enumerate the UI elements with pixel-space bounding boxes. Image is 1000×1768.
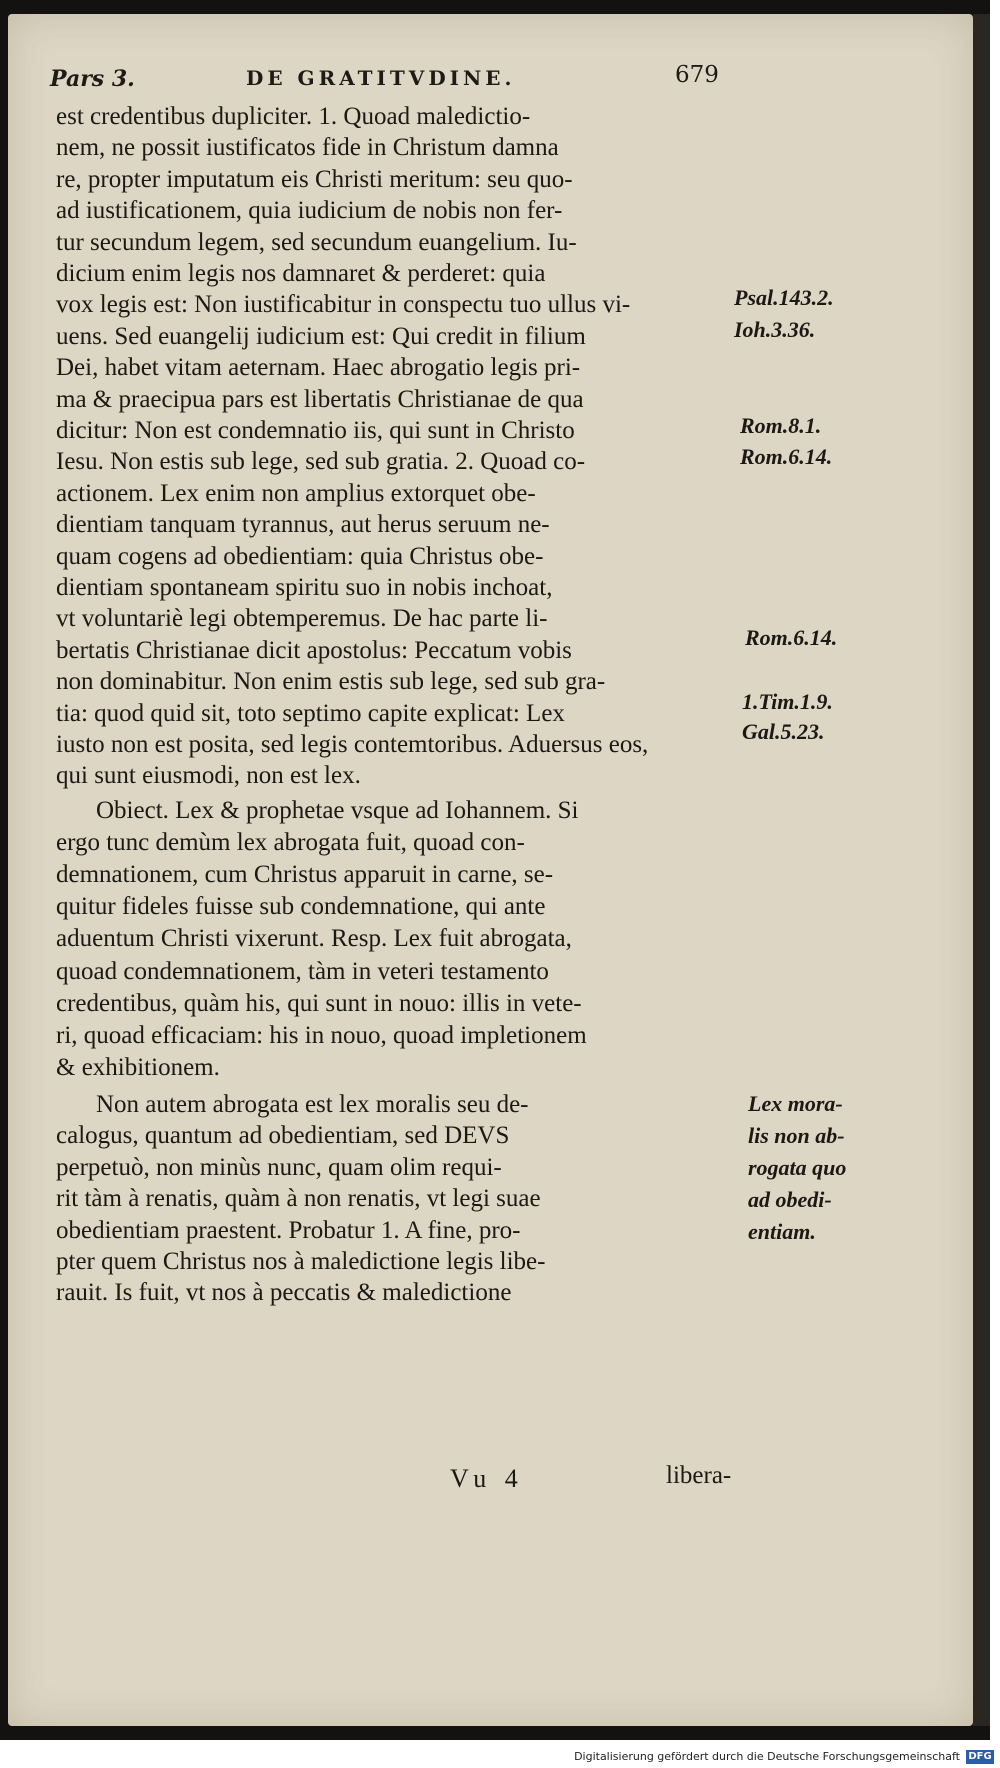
text-line: obedientiam praestent. Probatur 1. A fine, pro- [56, 1216, 521, 1244]
text-line: vox legis est: Non iustificabitur in conspectu tuo ullus vi- [56, 291, 631, 319]
book-edge [973, 14, 990, 1726]
margin-note: Lex mora- [748, 1091, 843, 1116]
signature-mark: Vu 4 [450, 1464, 524, 1493]
margin-note: Rom.6.14. [745, 625, 838, 650]
running-header [50, 62, 770, 92]
text-line: non dominabitur. Non enim estis sub lege, sed sub gra- [56, 668, 606, 696]
text-line: dientiam spontaneam spiritu suo in nobis inchoat, [56, 574, 553, 601]
text-line: ri, quoad efficaciam: his in nouo, quoad impletionem [56, 1021, 587, 1049]
dfg-logo: DFG [966, 1750, 994, 1764]
margin-note: entiam. [748, 1219, 816, 1244]
text-line: Obiect. Lex & prophetae vsque ad Iohannem. Si [96, 797, 579, 824]
text-line: ergo tunc demùm lex abrogata fuit, quoad con- [56, 829, 525, 857]
running-title: DE GRATITVDINE. [246, 66, 516, 90]
text-line: re, propter imputatum eis Christi meritum: seu quo- [56, 165, 573, 193]
text-line: tur secundum legem, sed secundum euangelium. Iu- [56, 228, 577, 256]
text-line: ad iustificationem, quia iudicium de nobis non fer- [56, 197, 563, 225]
text-line: & exhibitionem. [56, 1053, 220, 1081]
text-line: rauit. Is fuit, vt nos à peccatis & maledictione [56, 1279, 512, 1307]
margin-note: lis non ab- [748, 1123, 845, 1148]
margin-note: Ioh.3.36. [734, 317, 816, 342]
text-line: bertatis Christianae dicit apostolus: Peccatum vobis [56, 636, 572, 664]
page-number: 679 [675, 62, 719, 88]
text-line: vt voluntariè legi obtemperemus. De hac parte li- [56, 605, 548, 633]
text-line: perpetuò, non minùs nunc, quam olim requi- [56, 1153, 502, 1181]
text-line: calogus, quantum ad obedientiam, sed DEVS [56, 1122, 510, 1150]
text-line: ma & praecipua pars est libertatis Christianae de qua [56, 385, 584, 413]
text-line: aduentum Christi vixerunt. Resp. Lex fuit abrogata, [56, 925, 572, 953]
credit-text: Digitalisierung gefördert durch die Deutsche Forschungsgemeinschaft [574, 1750, 960, 1763]
text-line: rit tàm à renatis, quàm à non renatis, vt legi suae [56, 1185, 541, 1213]
text-line: uens. Sed euangelij iudicium est: Qui credit in filium [56, 322, 586, 350]
text-line: credentibus, quàm his, qui sunt in nouo: illis in vete- [56, 989, 582, 1017]
text-line: est credentibus dupliciter. 1. Quoad maledictio- [56, 103, 531, 130]
catchword: libera- [666, 1462, 732, 1489]
text-line: quitur fideles fuisse sub condemnatione, qui ante [56, 893, 546, 921]
margin-note: ad obedi- [748, 1187, 832, 1212]
text-line: quoad condemnationem, tàm in veteri testamento [56, 957, 549, 985]
margin-note: Gal.5.23. [742, 719, 825, 744]
text-line: Iesu. Non estis sub lege, sed sub gratia. 2. Quoad co- [56, 448, 586, 476]
text-line: tia: quod quid sit, toto septimo capite explicat: Lex [56, 699, 565, 727]
text-line: iusto non est posita, sed legis contemtoribus. Aduersus eos, [56, 731, 649, 758]
text-line: Dei, habet vitam aeternam. Haec abrogatio legis pri- [56, 354, 581, 382]
text-line: quam cogens ad obedientiam: quia Christus obe- [56, 542, 544, 570]
text-line: qui sunt eiusmodi, non est lex. [56, 762, 361, 790]
margin-note: 1.Tim.1.9. [742, 689, 833, 714]
text-line: demnationem, cum Christus apparuit in carne, se- [56, 861, 554, 889]
margin-note: Rom.8.1. [740, 413, 822, 438]
text-line: Non autem abrogata est lex moralis seu de- [96, 1091, 529, 1118]
text-line: dicium enim legis nos damnaret & perderet: quia [56, 260, 546, 287]
margin-note: rogata quo [748, 1155, 847, 1180]
margin-note: Psal.143.2. [734, 285, 834, 310]
text-line: dientiam tanquam tyrannus, aut herus seruum ne- [56, 511, 550, 539]
text-line: pter quem Christus nos à maledictione legis libe- [56, 1248, 546, 1275]
text-line: actionem. Lex enim non amplius extorquet obe- [56, 479, 536, 507]
margin-note: Rom.6.14. [740, 444, 833, 469]
text-line: dicitur: Non est condemnatio iis, qui sunt in Christo [56, 417, 575, 444]
part-label: Pars 3. [50, 66, 135, 92]
text-line: nem, ne possit iustificatos fide in Christum damna [56, 134, 559, 162]
